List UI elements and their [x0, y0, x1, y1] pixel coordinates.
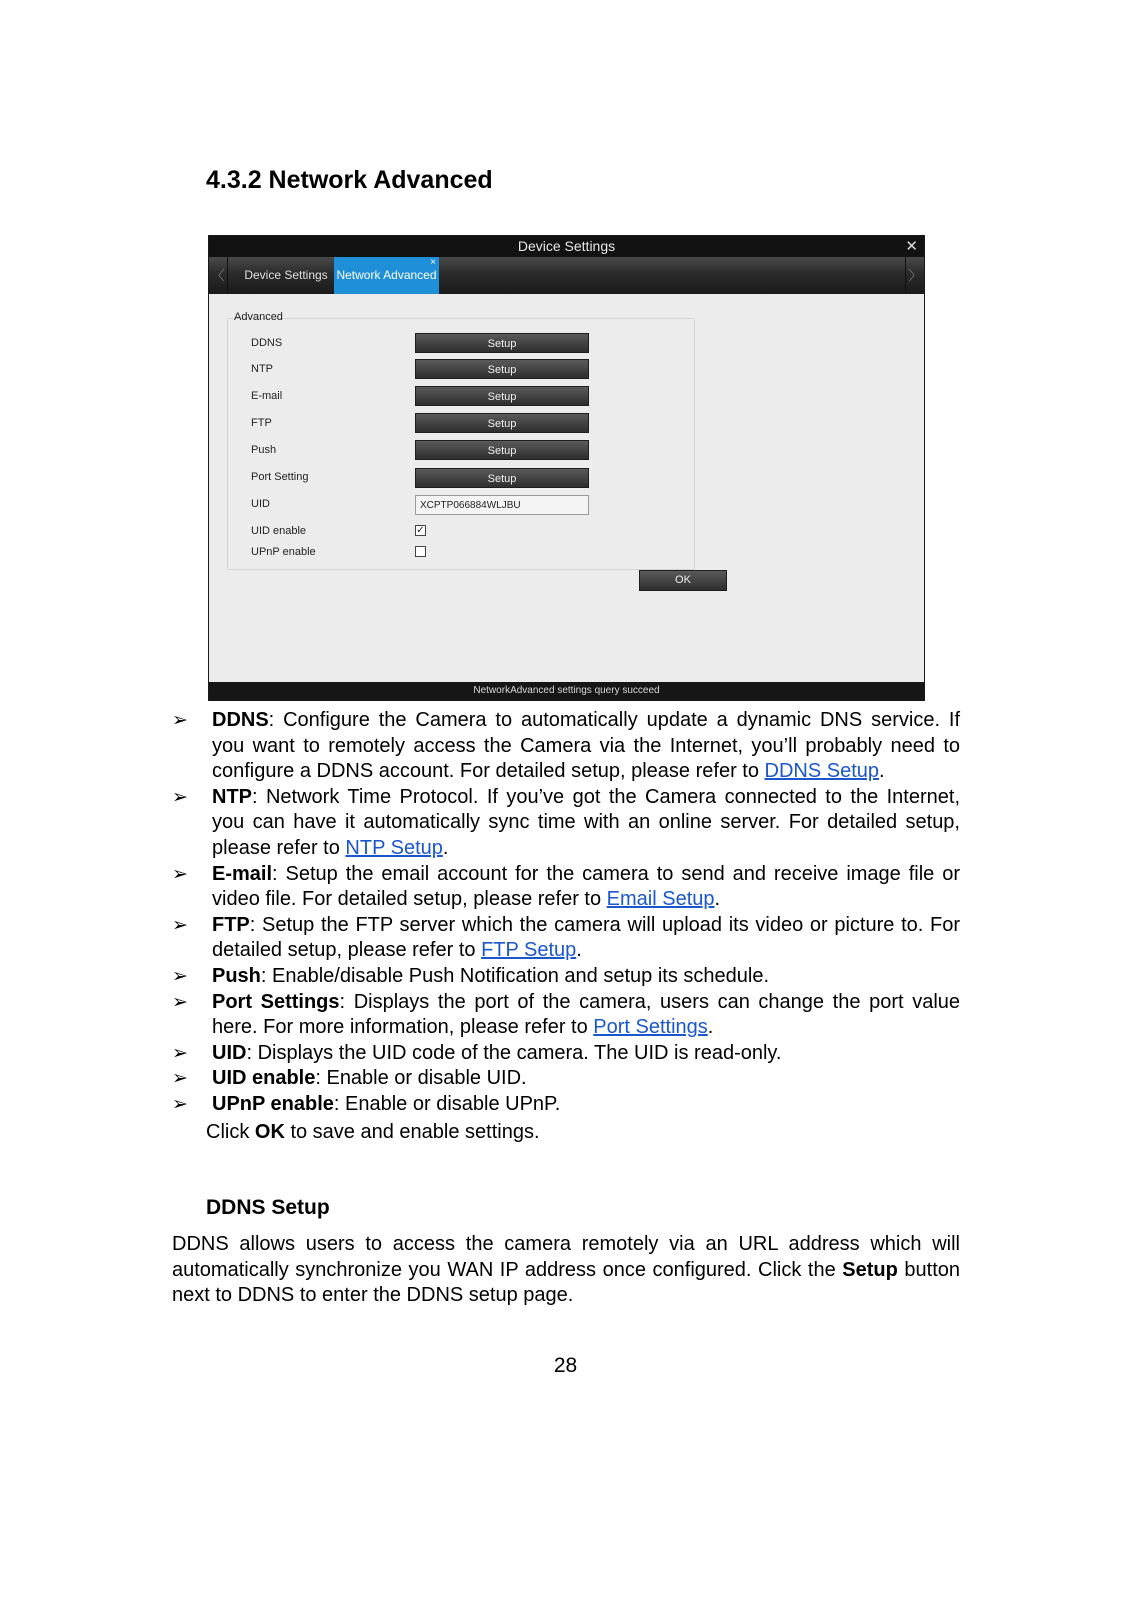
cross-reference-link[interactable]: Email Setup	[606, 888, 715, 911]
list-item-text: .	[442, 836, 449, 859]
push-setup-button[interactable]: Setup	[415, 440, 589, 460]
paragraph-bold: Setup	[842, 1258, 898, 1281]
upnp-enable-checkbox[interactable]	[415, 546, 426, 557]
bullet-arrow-icon: ➢	[172, 914, 188, 936]
bullet-arrow-icon: ➢	[172, 710, 188, 731]
tab-label: Device Settings	[244, 268, 328, 282]
ntp-label: NTP	[251, 363, 273, 375]
list-item-text: : Setup the email account for the camera to send and receive image file or video file. For detailed setup, please refer to	[212, 862, 960, 911]
feature-list	[170, 708, 960, 1118]
list-item	[170, 1041, 960, 1067]
email-setup-button[interactable]: Setup	[415, 386, 589, 406]
list-item-term: UPnP enable	[212, 1092, 334, 1115]
list-item-text: .	[576, 939, 582, 962]
uid-field[interactable]	[415, 495, 589, 515]
list-item-text: .	[879, 760, 885, 783]
list-item	[170, 862, 960, 913]
list-item-text: : Displays the port of the camera, users can change the port value here. For more information, please refer to	[212, 990, 961, 1039]
list-item-term: DDNS	[212, 709, 269, 731]
ddns-setup-heading: DDNS Setup	[206, 1196, 330, 1219]
ok-button[interactable]: OK	[639, 570, 727, 591]
list-item-term: UID	[212, 1041, 247, 1064]
ftp-label: FTP	[251, 417, 272, 429]
ddns-setup-button[interactable]: Setup	[415, 333, 589, 353]
bullet-arrow-icon: ➢	[172, 786, 188, 808]
list-item-text: : Configure the Camera to automatically update a dynamic DNS service. If you want to remotely access the Camera via the Internet, you’ll probably need to configure a DDNS account. For detailed setup, please refer to	[212, 709, 960, 783]
list-item	[170, 785, 960, 862]
bullet-arrow-icon: ➢	[172, 863, 188, 885]
push-label: Push	[251, 444, 277, 456]
port-setting-setup-button[interactable]: Setup	[415, 468, 589, 488]
group-label: Advanced	[234, 311, 283, 323]
list-item	[170, 964, 960, 990]
cross-reference-link[interactable]: FTP Setup	[481, 939, 577, 962]
list-item	[170, 1066, 960, 1092]
list-item	[170, 1092, 960, 1118]
uid-enable-label: UID enable	[251, 525, 307, 537]
list-item	[170, 913, 960, 964]
window-title: Device Settings	[517, 238, 616, 254]
section-heading: 4.3.2 Network Advanced	[206, 166, 493, 194]
click-ok-instruction	[206, 1120, 540, 1145]
ntp-setup-button[interactable]: Setup	[415, 359, 589, 379]
list-item-term: NTP	[212, 785, 252, 808]
ddns-label: DDNS	[251, 337, 283, 349]
list-item-text: : Displays the UID code of the camera. The UID is read-only.	[246, 1041, 782, 1064]
bullet-arrow-icon: ➢	[172, 1042, 188, 1064]
chevron-left-icon[interactable]: 〈	[209, 257, 228, 294]
list-item	[170, 990, 960, 1041]
instruction-text: Click	[206, 1121, 255, 1143]
bullet-arrow-icon: ➢	[172, 965, 188, 987]
port-setting-label: Port Setting	[251, 471, 309, 483]
instruction-bold: OK	[254, 1121, 285, 1143]
tab-close-icon[interactable]: ×	[430, 257, 436, 268]
bullet-arrow-icon: ➢	[172, 991, 188, 1013]
list-item-text: : Setup the FTP server which the camera will upload its video or picture to. For detailed setup, please refer to	[212, 913, 960, 962]
list-item-term: Push	[212, 964, 261, 987]
upnp-enable-label: UPnP enable	[251, 546, 316, 558]
list-item-text: : Enable or disable UPnP.	[333, 1092, 561, 1115]
list-item-text: : Enable/disable Push Notification and setup its schedule.	[260, 964, 770, 987]
paragraph-text: button next to DDNS to enter the DDNS setup page.	[172, 1258, 961, 1307]
list-item-text: : Enable or disable UID.	[315, 1067, 527, 1090]
ftp-setup-button[interactable]: Setup	[415, 413, 589, 433]
page-number: 28	[553, 1354, 578, 1377]
tab-network-advanced[interactable]	[334, 257, 439, 294]
settings-panel	[209, 294, 924, 682]
bullet-arrow-icon: ➢	[172, 1093, 188, 1115]
list-item-term: Port Settings	[212, 990, 340, 1013]
list-item-text: .	[707, 1016, 714, 1039]
list-item-text: : Network Time Protocol. If you’ve got the Camera connected to the Internet, you can have it automatically sync time with an online server. For detailed setup, please refer to	[212, 785, 960, 859]
cross-reference-link[interactable]: DDNS Setup	[764, 760, 880, 783]
list-item-text: .	[714, 888, 721, 911]
bullet-arrow-icon: ➢	[172, 1068, 188, 1090]
status-bar: NetworkAdvanced settings query succeed	[209, 682, 924, 700]
instruction-text: to save and enable settings.	[284, 1121, 540, 1143]
uid-label: UID	[251, 498, 270, 510]
list-item-term: FTP	[212, 913, 250, 936]
tab-device-settings[interactable]	[231, 257, 341, 294]
paragraph-text: DDNS allows users to access the camera remotely via an URL address which will automatically synchronize you WAN IP address once configured. Click the	[172, 1233, 960, 1281]
tab-label: Network Advanced	[336, 268, 437, 282]
list-item-term: UID enable	[212, 1067, 316, 1090]
close-icon[interactable]: ✕	[905, 238, 918, 255]
ddns-paragraph	[172, 1232, 960, 1309]
cross-reference-link[interactable]: NTP Setup	[345, 836, 443, 859]
tab-bar	[209, 257, 924, 294]
cross-reference-link[interactable]: Port Settings	[593, 1016, 708, 1039]
list-item-term: E-mail	[212, 862, 273, 885]
chevron-right-icon[interactable]: 〉	[905, 257, 924, 294]
device-settings-window	[208, 235, 925, 701]
window-titlebar	[209, 236, 924, 257]
list-item	[170, 708, 960, 785]
email-label: E-mail	[251, 390, 283, 402]
uid-enable-checkbox[interactable]: ✓	[416, 525, 425, 536]
